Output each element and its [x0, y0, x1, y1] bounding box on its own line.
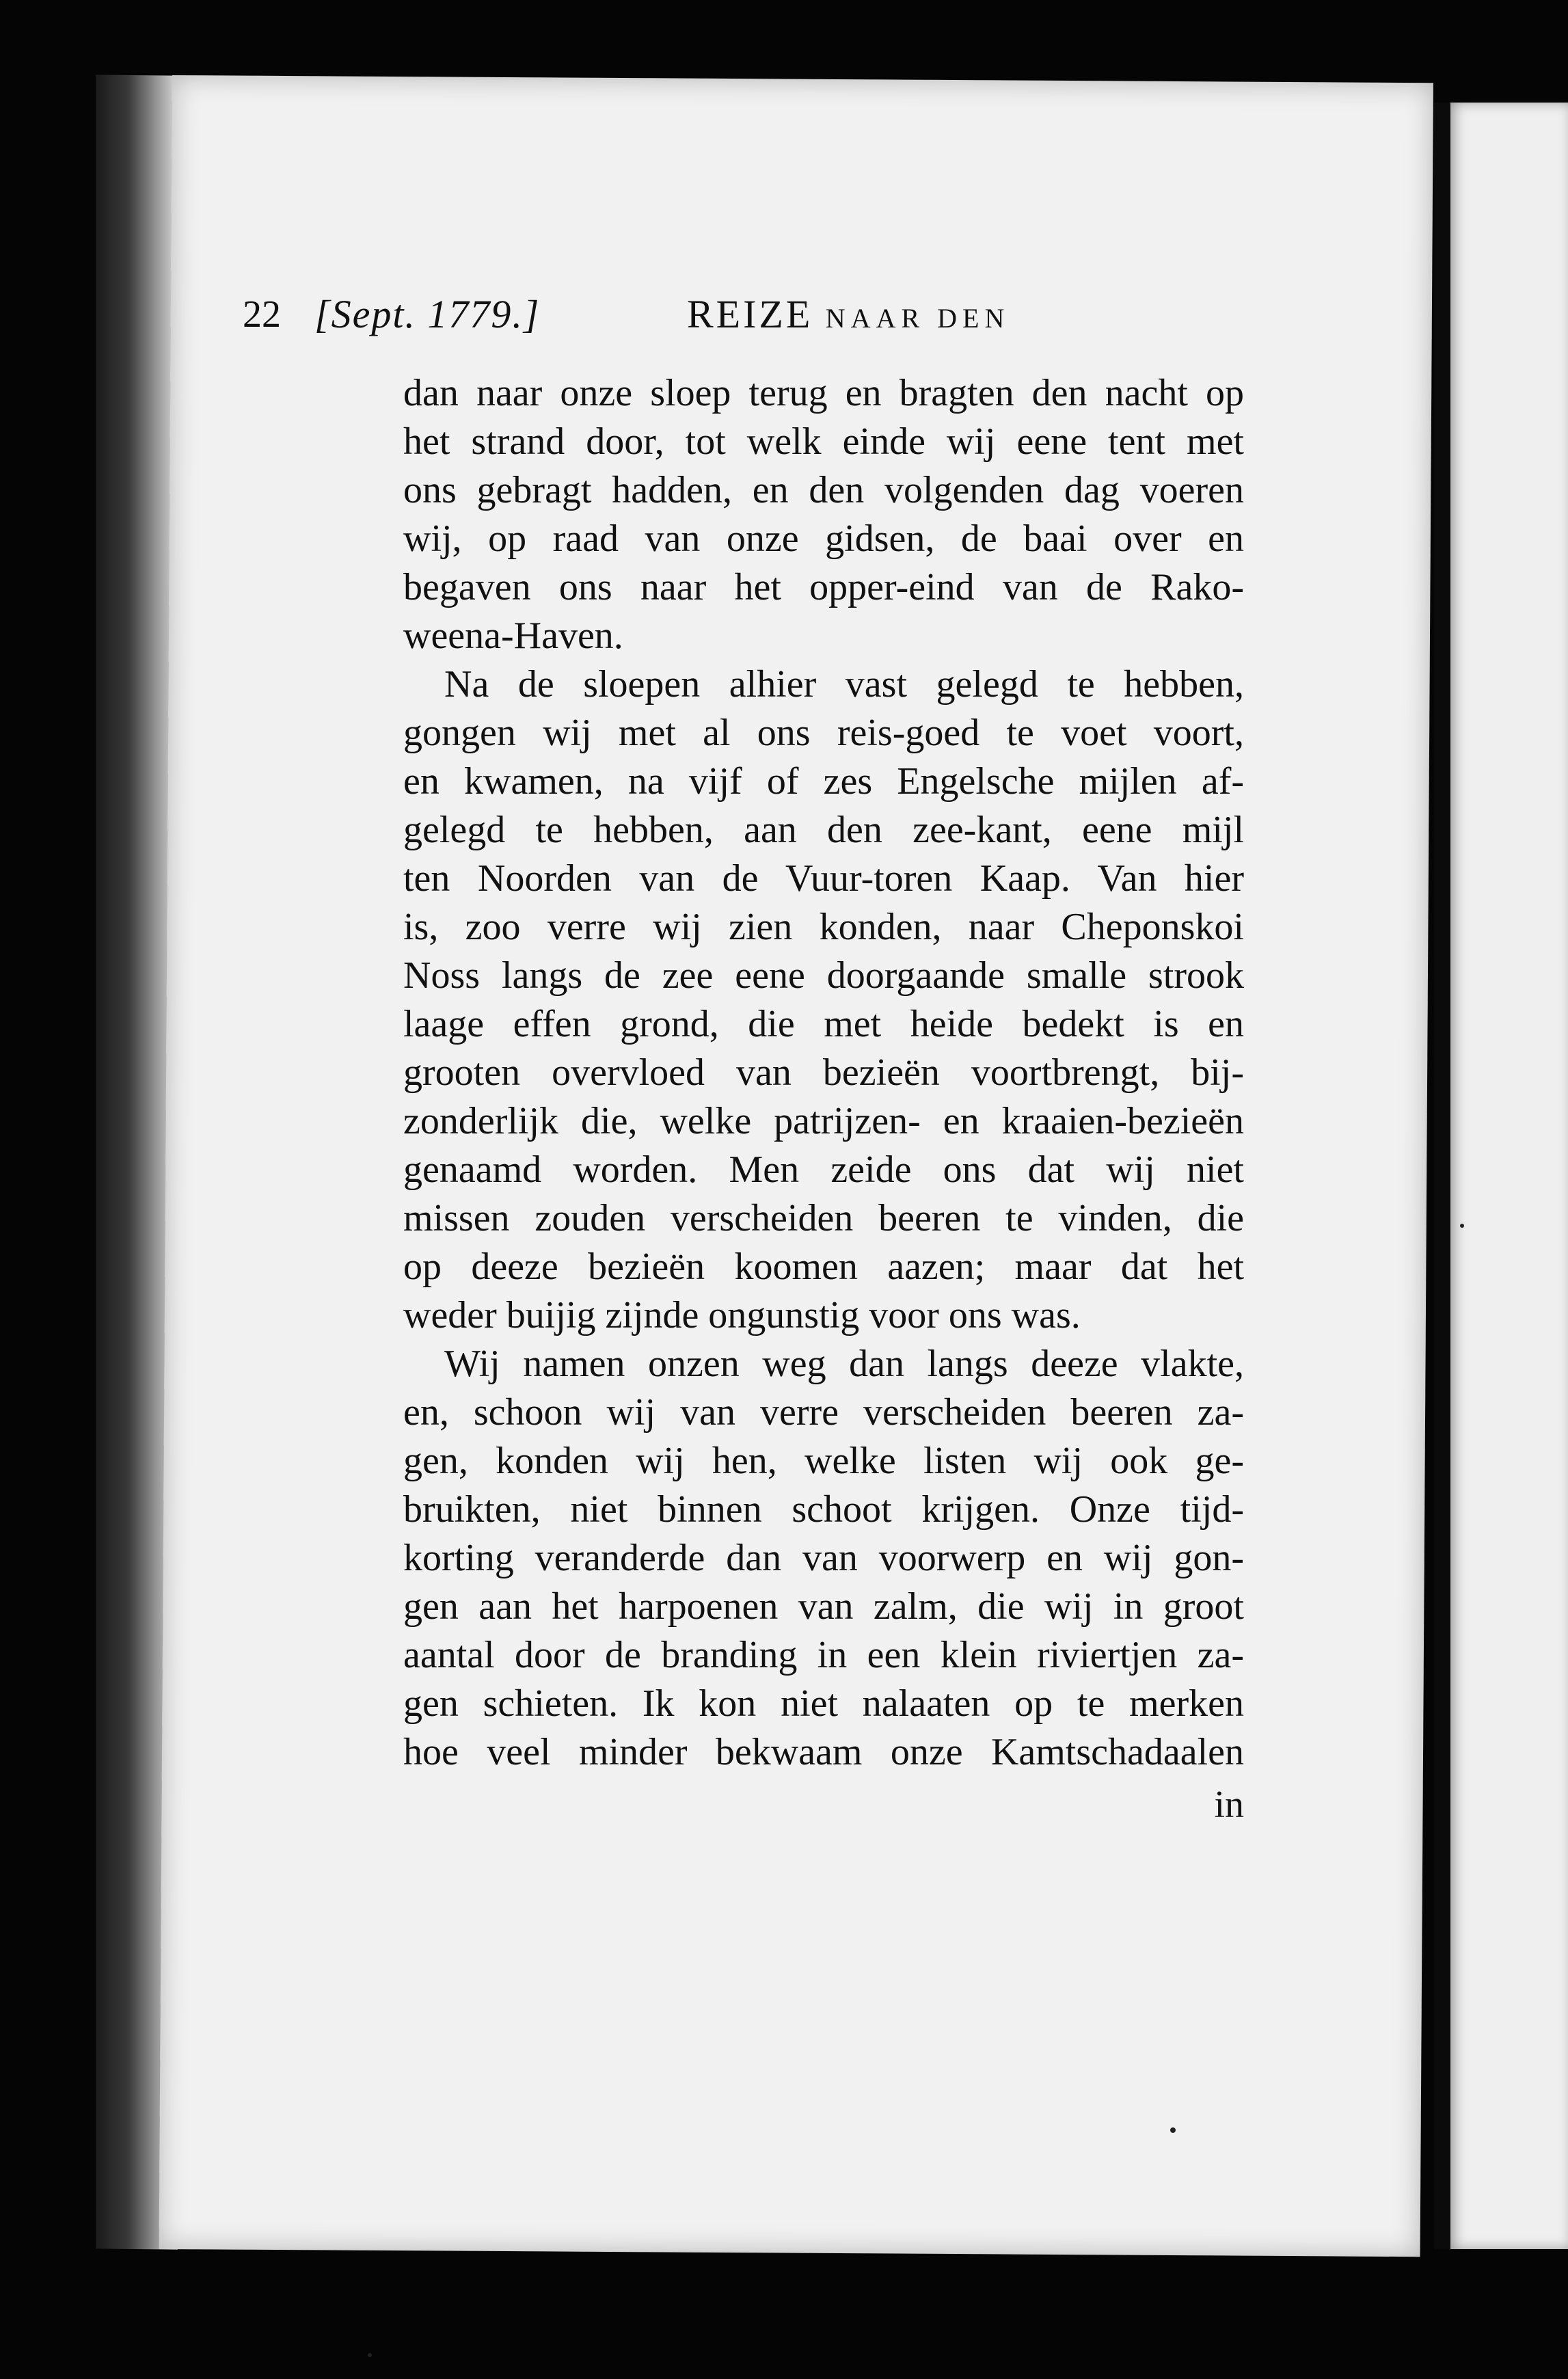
- text-line: weena-Haven.: [403, 615, 623, 657]
- paragraph-3: [403, 1340, 1244, 1777]
- text-line: Noss langs de zee eene doorgaande smalle strook: [403, 954, 1244, 997]
- ink-speck: [1170, 2127, 1176, 2133]
- text-line: weder buijig zijnde ongunstig voor ons was.: [403, 1294, 1081, 1336]
- text-line: gen, konden wij hen, welke listen wij ook ge-: [403, 1440, 1244, 1482]
- text-line: genaamd worden. Men zeide ons dat wij niet: [403, 1148, 1244, 1191]
- running-title: [687, 287, 1010, 346]
- text-line: gelegd te hebben, aan den zee-kant, eene mijl: [403, 809, 1244, 851]
- text-line: korting veranderde dan van voorwerp en wij gon-: [403, 1537, 1244, 1579]
- text-line: ten Noorden van de Vuur-toren Kaap. Van hier: [403, 857, 1244, 900]
- text-line: bruikten, niet binnen schoot krijgen. Onze tijd-: [403, 1488, 1244, 1531]
- facing-page-edge: [1450, 103, 1568, 2249]
- paragraph-1: [403, 369, 1244, 660]
- text-line: op deeze bezieën koomen aazen; maar dat het: [403, 1246, 1244, 1288]
- text-line: dan naar onze sloep terug en bragten den nacht op: [403, 372, 1244, 414]
- text-line: ons gebragt hadden, en den volgenden dag voeren: [403, 469, 1244, 511]
- text-line: is, zoo verre wij zien konden, naar Cheponskoi: [403, 906, 1244, 948]
- text-line: missen zouden verscheiden beeren te vinden, die: [403, 1197, 1244, 1239]
- text-line: gongen wij met al ons reis-goed te voet voort,: [403, 712, 1244, 754]
- text-line: aantal door de branding in een klein riviertjen za-: [403, 1634, 1244, 1676]
- text-line: grooten overvloed van bezieën voortbrengt, bij-: [403, 1051, 1244, 1094]
- text-line: wij, op raad van onze gidsen, de baai over en: [403, 518, 1244, 560]
- text-line: begaven ons naar het opper-eind van de Rako-: [403, 566, 1244, 608]
- text-line: gen aan het harpoenen van zalm, die wij in groot: [403, 1585, 1244, 1628]
- running-header: [243, 287, 1172, 342]
- body-text: [403, 369, 1244, 1829]
- text-line: gen schieten. Ik kon niet nalaaten op te merken: [403, 1682, 1244, 1725]
- ink-speck: [1460, 1224, 1464, 1228]
- text-line: en, schoon wij van verre verscheiden beeren za-: [403, 1391, 1244, 1434]
- running-title-main: REIZE: [687, 292, 813, 336]
- text-line: Na de sloepen alhier vast gelegd te hebben,: [444, 663, 1244, 705]
- text-line: Wij namen onzen weg dan langs deeze vlakte,: [444, 1343, 1244, 1385]
- header-date: [Sept. 1779.]: [314, 292, 541, 336]
- text-line: hoe veel minder bekwaam onze Kamtschadaalen: [403, 1731, 1244, 1773]
- text-line: zonderlijk die, welke patrijzen- en kraaien-bezieën: [403, 1100, 1244, 1142]
- text-line: het strand door, tot welk einde wij eene tent met: [403, 420, 1244, 463]
- paragraph-2: [403, 660, 1244, 1340]
- running-title-small: NAAR DEN: [825, 303, 1010, 334]
- catchword: in: [1214, 1784, 1244, 1826]
- ink-speck: [368, 2353, 372, 2357]
- page-gutter: [1434, 103, 1450, 2249]
- text-line: laage effen grond, die met heide bedekt is en: [403, 1003, 1244, 1045]
- text-line: en kwamen, na vijf of zes Engelsche mijlen af-: [403, 760, 1244, 803]
- page-number: 22: [243, 293, 281, 336]
